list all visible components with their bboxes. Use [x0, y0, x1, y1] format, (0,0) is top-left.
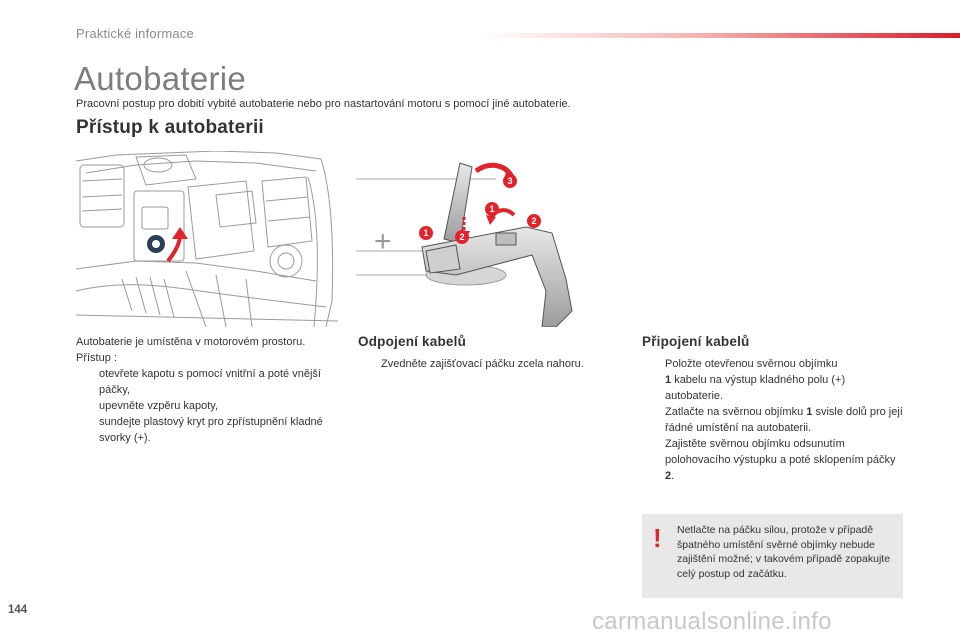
- list-item: Zvedněte zajišťovací páčku zcela nahoru.: [381, 358, 584, 370]
- warning-note-text: Netlačte na páčku silou, protože v případě špatného umístění svěrné objímky nebude zajištění možné; v takovém případě zopakujte celý postup od začátku.: [677, 524, 891, 580]
- list-item: Zatlačte na svěrnou objímku 1 svisle dolů pro její řádné umístění na autobaterii.: [665, 406, 903, 434]
- callout-2-right: 2: [531, 216, 537, 226]
- callout-1-right: 1: [489, 204, 495, 214]
- intro-text: Pracovní postup pro dobití vybité autobaterie nebo pro nastartování motoru s pomocí jiné autobaterie.: [76, 98, 571, 110]
- warning-note-box: [642, 514, 903, 598]
- engine-bay-illustration: [76, 151, 338, 327]
- connect-cables-column: [642, 334, 904, 484]
- watermark: carmanualsonline.info: [592, 608, 832, 635]
- disconnect-heading: Odpojení kabelů: [358, 334, 467, 349]
- disconnect-steps-list: [358, 356, 620, 372]
- disconnect-cables-column: [358, 334, 620, 372]
- callout-2-center: 2: [459, 232, 465, 242]
- engine-bay-drawing: [76, 151, 338, 327]
- warning-exclamation-icon: !: [653, 523, 662, 553]
- battery-clamp-illustration: [356, 151, 604, 327]
- page-number: 144: [8, 604, 28, 616]
- list-item: Zajistěte svěrnou objímku odsunutím polohovacího výstupku a poté sklopením páčky 2.: [665, 438, 896, 482]
- list-item: upevněte vzpěru kapoty,: [99, 400, 219, 412]
- battery-clamp-drawing: [356, 151, 604, 327]
- header-accent-bar: [480, 33, 960, 38]
- list-item: otevřete kapotu s pomocí vnitřní a poté vnější páčky,: [99, 368, 321, 396]
- callout-1-left: 1: [423, 228, 429, 238]
- connect-heading: Připojení kabelů: [642, 334, 750, 349]
- page-title: Autobaterie: [74, 60, 247, 97]
- positive-terminal-label: +: [374, 225, 392, 258]
- battery-location-text: Autobaterie je umístěna v motorovém prostoru.: [76, 336, 306, 348]
- list-item: sundejte plastový kryt pro zpřístupnění kladné svorky (+).: [99, 416, 323, 444]
- battery-access-column: [76, 334, 344, 446]
- connect-steps-list: [642, 356, 904, 484]
- section-title: Přístup k autobaterii: [76, 117, 264, 138]
- access-label: Přístup :: [76, 352, 117, 364]
- list-item: Položte otevřenou svěrnou objímku 1 kabelu na výstup kladného polu (+) autobaterie.: [665, 358, 846, 402]
- callout-3-top: 3: [507, 176, 513, 186]
- section-header-label: Praktické informace: [76, 26, 194, 41]
- access-steps-list: [76, 366, 344, 446]
